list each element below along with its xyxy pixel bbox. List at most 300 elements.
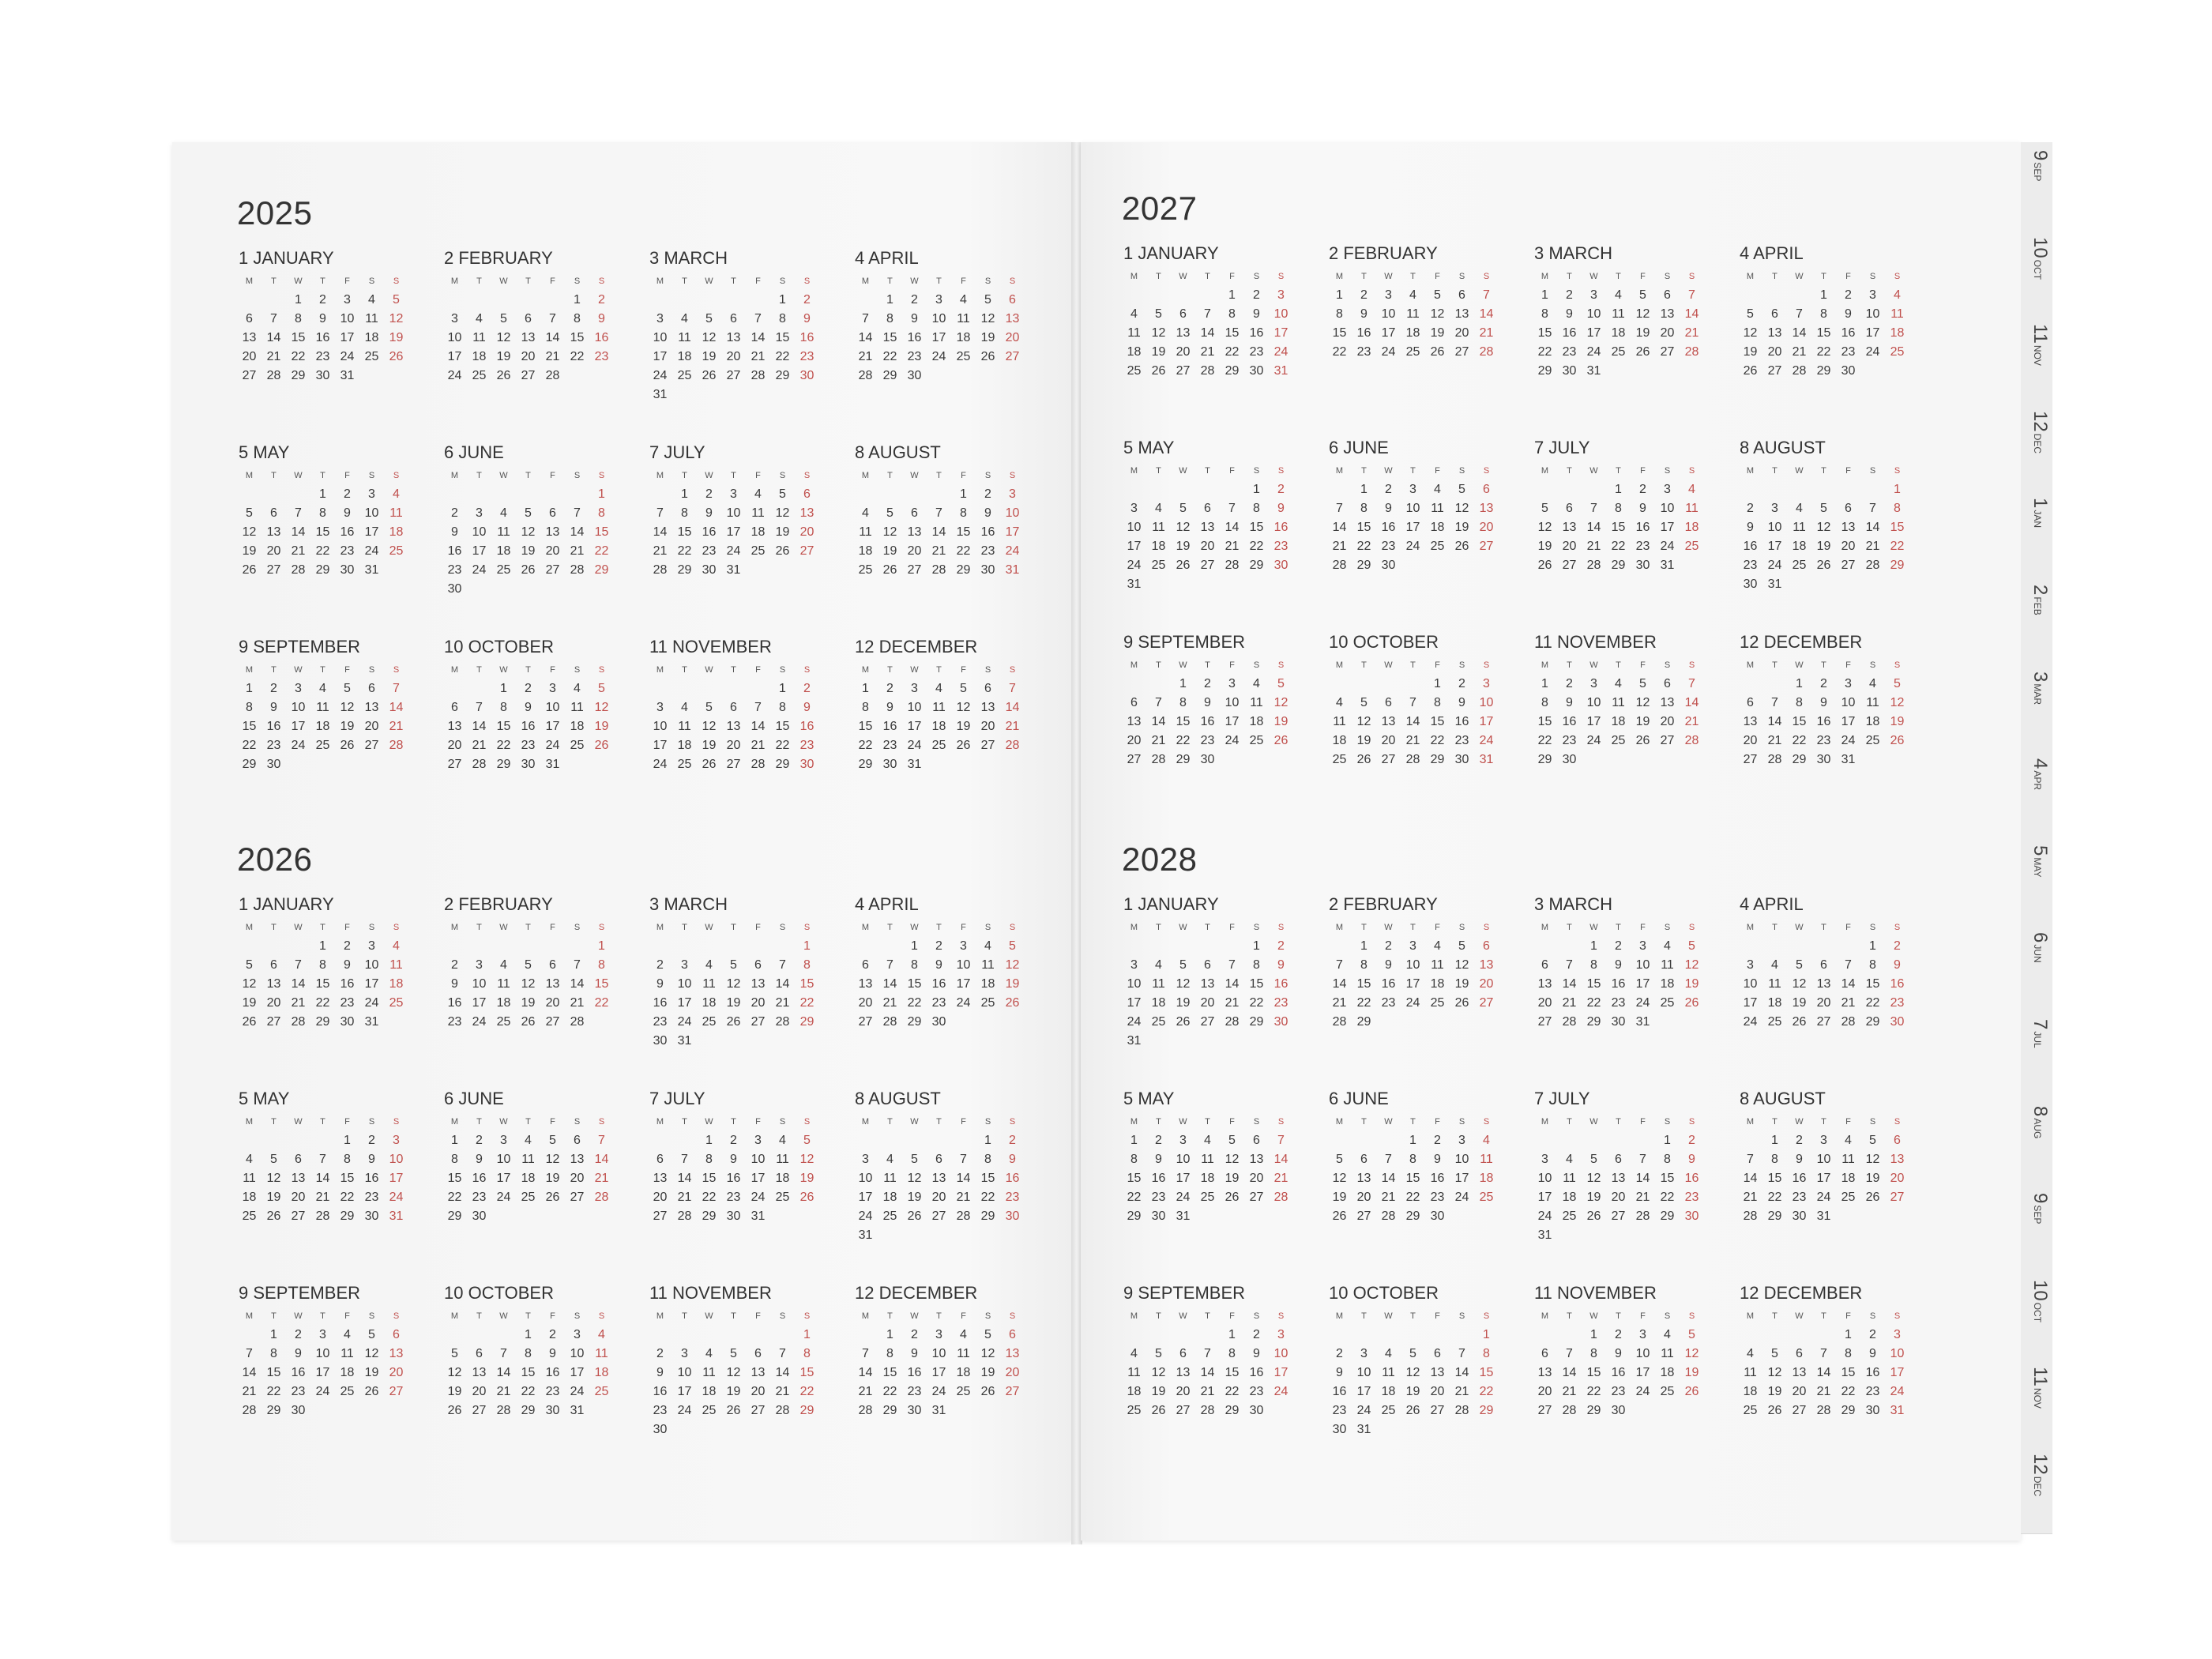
weekday-header: F	[1640, 660, 1646, 670]
day-cell: 17	[291, 720, 306, 733]
empty-cell	[1401, 1326, 1425, 1345]
day-cell: 29	[882, 1404, 897, 1417]
weekday-header: S	[1458, 660, 1465, 670]
weekday-header: M	[1335, 1311, 1344, 1321]
day-grid	[237, 466, 442, 580]
weekday-header: S	[803, 923, 811, 932]
day-cell: 6	[549, 506, 556, 520]
day-cell: 30	[1562, 753, 1577, 766]
month-title: 9 SEPTEMBER	[1123, 632, 1246, 652]
day-cell: 1	[1664, 1134, 1671, 1147]
day-cell: 30	[980, 563, 995, 577]
weekday-header: T	[476, 471, 482, 480]
day-cell: 27	[750, 1015, 766, 1029]
day-cell: 11	[957, 312, 970, 325]
day-cell: 16	[1005, 1172, 1020, 1185]
day-cell: 21	[570, 544, 585, 558]
day-cell: 24	[1841, 734, 1856, 747]
month-tab[interactable]	[2021, 664, 2052, 752]
empty-cell	[237, 1131, 261, 1150]
weekday-header: M	[450, 665, 459, 675]
day-cell: 29	[1224, 1404, 1240, 1417]
month-calendar	[1327, 436, 1533, 630]
day-cell: 27	[1537, 1015, 1552, 1029]
day-cell: 30	[1611, 1404, 1626, 1417]
day-cell: 2	[1434, 1134, 1441, 1147]
month-tab[interactable]	[2021, 403, 2052, 491]
day-cell: 24	[1381, 345, 1396, 359]
day-cell: 21	[266, 350, 281, 363]
day-cell: 15	[775, 331, 790, 344]
day-cell: 23	[907, 350, 922, 363]
empty-cell	[261, 1131, 286, 1150]
day-cell: 20	[570, 1172, 585, 1185]
day-cell: 21	[389, 720, 404, 733]
month-tab[interactable]	[2021, 229, 2052, 318]
day-cell: 19	[1176, 540, 1191, 553]
weekday-header: M	[1540, 1117, 1549, 1127]
day-cell: 19	[1273, 715, 1288, 728]
day-cell: 17	[1127, 540, 1142, 553]
day-cell: 23	[1200, 734, 1215, 747]
day-cell: 26	[521, 1015, 536, 1029]
day-cell: 17	[1635, 977, 1650, 991]
day-cell: 9	[451, 525, 458, 539]
month-calendar	[1122, 242, 1327, 436]
weekday-header: S	[1483, 272, 1490, 281]
day-cell: 25	[1430, 540, 1445, 553]
day-cell: 19	[1151, 345, 1166, 359]
day-cell: 3	[862, 1153, 869, 1166]
day-grid	[1738, 1112, 1943, 1226]
day-cell: 6	[911, 506, 918, 520]
month-tab[interactable]	[2021, 837, 2052, 926]
day-cell: 28	[496, 1404, 511, 1417]
day-cell: 10	[1127, 977, 1142, 991]
day-cell: 25	[1611, 734, 1626, 747]
month-tab[interactable]	[2021, 577, 2052, 665]
day-cell: 17	[364, 977, 379, 991]
day-cell: 19	[726, 996, 741, 1010]
day-cell: 27	[1611, 1209, 1626, 1223]
day-cell: 2	[1820, 677, 1827, 690]
day-cell: 23	[447, 563, 462, 577]
weekday-header: S	[368, 923, 375, 932]
empty-cell	[442, 485, 467, 504]
empty-cell	[1352, 1131, 1376, 1150]
day-cell: 30	[907, 369, 922, 382]
day-cell: 5	[886, 506, 893, 520]
day-cell: 28	[1841, 1015, 1856, 1029]
weekday-header: M	[1746, 466, 1755, 476]
day-cell: 9	[344, 958, 351, 972]
day-cell: 4	[1845, 1134, 1852, 1147]
day-cell: 2	[368, 1134, 375, 1147]
day-cell: 24	[1586, 734, 1601, 747]
day-cell: 7	[1228, 502, 1236, 515]
month-tab-label	[2029, 1019, 2051, 1048]
day-cell: 1	[1409, 1134, 1416, 1147]
month-tab[interactable]	[2021, 1011, 2052, 1100]
weekday-header: T	[1361, 272, 1367, 281]
day-cell: 9	[1336, 1366, 1343, 1379]
weekday-header: S	[984, 665, 991, 675]
day-cell: 3	[368, 939, 375, 953]
day-cell: 24	[931, 350, 946, 363]
day-cell: 25	[1684, 540, 1699, 553]
day-cell: 5	[1590, 1153, 1597, 1166]
day-cell: 31	[340, 369, 355, 382]
day-cell: 17	[750, 1172, 766, 1185]
day-cell: 15	[882, 1366, 897, 1379]
day-cell: 5	[1688, 1328, 1695, 1341]
weekday-header: S	[393, 1117, 400, 1127]
day-cell: 15	[1405, 1172, 1420, 1185]
tab-number: 6	[2030, 932, 2051, 943]
empty-cell	[746, 679, 770, 698]
day-cell: 15	[1537, 715, 1552, 728]
day-cell: 1	[1894, 483, 1901, 496]
day-cell: 30	[1562, 364, 1577, 378]
month-tab[interactable]	[2021, 924, 2052, 1013]
empty-cell	[1146, 937, 1171, 956]
day-cell: 11	[1431, 958, 1444, 972]
day-cell: 27	[545, 1015, 560, 1029]
day-cell: 25	[677, 369, 692, 382]
month-tab[interactable]	[2021, 142, 2052, 231]
day-cell: 15	[521, 1366, 536, 1379]
day-cell: 22	[1356, 996, 1371, 1010]
day-cell: 23	[1890, 996, 1905, 1010]
day-cell: 20	[931, 1191, 946, 1204]
month-tab[interactable]	[2021, 316, 2052, 404]
day-grid	[237, 660, 442, 774]
day-cell: 16	[702, 525, 717, 539]
weekday-header: F	[1640, 466, 1646, 476]
day-cell: 16	[1249, 1366, 1264, 1379]
empty-cell	[853, 1326, 878, 1345]
day-cell: 22	[1537, 345, 1552, 359]
weekday-header: F	[344, 471, 350, 480]
weekday-header: T	[1205, 1311, 1210, 1321]
day-cell: 8	[1130, 1153, 1138, 1166]
month-title: 12 DECEMBER	[1740, 632, 1863, 652]
month-tab[interactable]	[2021, 1359, 2052, 1447]
day-cell: 2	[598, 293, 605, 307]
day-cell: 15	[1249, 521, 1264, 534]
day-cell: 18	[1430, 521, 1445, 534]
day-cell: 6	[1130, 696, 1138, 709]
day-cell: 19	[1537, 540, 1552, 553]
year-title: 2026	[237, 841, 313, 878]
day-cell: 13	[1792, 1366, 1807, 1379]
empty-cell	[1327, 1326, 1352, 1345]
day-cell: 27	[266, 563, 281, 577]
day-cell: 3	[1639, 939, 1646, 953]
month-tab[interactable]	[2021, 1098, 2052, 1187]
day-cell: 25	[1430, 996, 1445, 1010]
weekday-header: T	[476, 276, 482, 286]
day-cell: 19	[266, 1191, 281, 1204]
day-cell: 7	[1155, 696, 1162, 709]
day-cell: 12	[1454, 502, 1469, 515]
day-cell: 18	[1151, 996, 1166, 1010]
day-cell: 9	[1869, 1347, 1876, 1360]
month-calendar	[853, 893, 1059, 1087]
month-title: 8 AUGUST	[1740, 438, 1826, 457]
day-grid	[442, 918, 648, 1032]
day-cell: 13	[1176, 1366, 1191, 1379]
day-cell: 29	[594, 563, 609, 577]
weekday-header: M	[450, 1311, 459, 1321]
day-cell: 9	[1253, 1347, 1260, 1360]
weekday-header: F	[755, 1117, 761, 1127]
empty-cell	[286, 485, 310, 504]
month-title: 5 MAY	[1123, 1089, 1175, 1108]
day-cell: 11	[497, 977, 510, 991]
day-cell: 3	[1771, 502, 1778, 515]
day-cell: 3	[368, 487, 375, 501]
day-grid	[648, 1112, 853, 1226]
day-cell: 17	[1273, 1366, 1288, 1379]
day-cell: 23	[1151, 1191, 1166, 1204]
day-cell: 8	[1336, 307, 1343, 321]
day-cell: 13	[291, 1172, 306, 1185]
day-cell: 2	[1615, 1328, 1622, 1341]
day-grid	[1327, 461, 1533, 575]
day-cell: 26	[1865, 1191, 1880, 1204]
day-cell: 7	[1869, 502, 1876, 515]
weekday-header: T	[1616, 272, 1621, 281]
weekday-header: W	[499, 1117, 508, 1127]
day-cell: 26	[1454, 540, 1469, 553]
day-cell: 3	[1747, 958, 1754, 972]
month-tab[interactable]	[2021, 1185, 2052, 1273]
weekday-header: W	[1179, 923, 1187, 932]
day-cell: 26	[1454, 996, 1469, 1010]
day-cell: 7	[393, 682, 400, 695]
day-cell: 29	[1224, 364, 1240, 378]
month-title: 11 NOVEMBER	[1534, 632, 1657, 652]
weekday-header: S	[1869, 1311, 1876, 1321]
day-cell: 18	[472, 350, 487, 363]
day-cell: 17	[858, 1191, 873, 1204]
day-cell: 17	[1635, 1366, 1650, 1379]
day-cell: 11	[340, 1347, 354, 1360]
day-cell: 2	[1894, 939, 1901, 953]
day-cell: 3	[1409, 939, 1416, 953]
empty-cell	[237, 937, 261, 956]
day-cell: 16	[1743, 540, 1758, 553]
day-cell: 10	[570, 1347, 585, 1360]
day-cell: 4	[1155, 502, 1162, 515]
month-tab[interactable]	[2021, 490, 2052, 578]
month-tab[interactable]	[2021, 1272, 2052, 1360]
day-cell: 1	[1590, 939, 1597, 953]
day-cell: 4	[1688, 483, 1695, 496]
weekday-header: T	[731, 276, 736, 286]
day-cell: 8	[1253, 958, 1260, 972]
weekday-header: F	[1229, 272, 1235, 281]
day-cell: 14	[291, 977, 306, 991]
day-cell: 26	[1151, 1404, 1166, 1417]
weekday-header: F	[1435, 660, 1440, 670]
weekday-header: T	[1567, 923, 1572, 932]
day-cell: 19	[1743, 345, 1758, 359]
weekday-header: S	[393, 471, 400, 480]
day-cell: 18	[1841, 1172, 1856, 1185]
month-title: 4 APRIL	[1740, 243, 1804, 263]
day-cell: 31	[931, 1404, 946, 1417]
month-tab[interactable]	[2021, 1446, 2052, 1534]
weekday-header: M	[1130, 1311, 1138, 1321]
day-cell: 9	[1566, 696, 1573, 709]
day-cell: 2	[935, 939, 942, 953]
day-cell: 13	[1537, 977, 1552, 991]
weekday-header: T	[1410, 660, 1416, 670]
day-cell: 21	[882, 996, 897, 1010]
day-cell: 12	[364, 1347, 379, 1360]
tab-abbr: MAR	[2032, 683, 2043, 705]
day-cell: 29	[1611, 559, 1626, 572]
month-tab-label	[2029, 1106, 2051, 1138]
weekday-header: S	[1894, 466, 1901, 476]
month-calendar	[237, 893, 442, 1087]
day-cell: 9	[984, 506, 991, 520]
day-cell: 26	[496, 369, 511, 382]
day-cell: 12	[1743, 326, 1758, 340]
day-cell: 9	[451, 977, 458, 991]
weekday-header: F	[1229, 660, 1235, 670]
day-cell: 12	[1454, 958, 1469, 972]
day-cell: 9	[476, 1153, 483, 1166]
day-cell: 18	[677, 739, 692, 752]
day-cell: 26	[389, 350, 404, 363]
weekday-header: S	[779, 665, 786, 675]
day-cell: 8	[779, 701, 786, 714]
day-cell: 9	[319, 312, 326, 325]
day-cell: 1	[344, 1134, 351, 1147]
day-cell: 15	[1176, 715, 1191, 728]
day-cell: 30	[799, 758, 814, 771]
day-cell: 26	[980, 1385, 995, 1398]
day-cell: 1	[598, 487, 605, 501]
weekday-header: S	[1869, 272, 1876, 281]
day-cell: 23	[1611, 1385, 1626, 1398]
month-title: 8 AUGUST	[855, 442, 941, 462]
day-cell: 22	[1611, 540, 1626, 553]
day-cell: 30	[1200, 753, 1215, 766]
day-cell: 10	[1224, 696, 1240, 709]
day-cell: 27	[858, 1015, 873, 1029]
day-cell: 26	[1430, 345, 1445, 359]
weekday-header: T	[1772, 1117, 1778, 1127]
day-cell: 24	[1890, 1385, 1905, 1398]
day-cell: 22	[1249, 996, 1264, 1010]
day-cell: 8	[779, 312, 786, 325]
weekday-header: M	[1746, 272, 1755, 281]
month-title: 9 SEPTEMBER	[1123, 1283, 1246, 1303]
day-cell: 24	[750, 1191, 766, 1204]
day-cell: 24	[1816, 1191, 1831, 1204]
day-cell: 18	[750, 525, 766, 539]
day-cell: 21	[1767, 734, 1782, 747]
day-cell: 25	[677, 758, 692, 771]
day-cell: 5	[393, 293, 400, 307]
weekday-header: T	[1772, 1311, 1778, 1321]
weekday-header: S	[1894, 660, 1901, 670]
day-cell: 3	[656, 312, 664, 325]
day-cell: 23	[1273, 540, 1288, 553]
day-cell: 12	[1405, 1366, 1420, 1379]
day-cell: 22	[882, 1385, 897, 1398]
weekday-header: T	[1156, 466, 1161, 476]
weekday-header: S	[368, 471, 375, 480]
day-cell: 26	[545, 1191, 560, 1204]
day-cell: 31	[1005, 563, 1020, 577]
day-grid	[1533, 461, 1738, 575]
day-cell: 8	[319, 958, 326, 972]
day-cell: 9	[1820, 696, 1827, 709]
day-cell: 27	[291, 1209, 306, 1223]
day-cell: 18	[594, 1366, 609, 1379]
weekday-header: S	[1664, 1117, 1671, 1127]
day-cell: 21	[931, 544, 946, 558]
day-cell: 9	[1894, 958, 1901, 972]
day-cell: 24	[340, 350, 355, 363]
day-cell: 27	[750, 1404, 766, 1417]
day-cell: 15	[1479, 1366, 1494, 1379]
day-cell: 9	[1360, 307, 1367, 321]
day-cell: 3	[476, 958, 483, 972]
day-cell: 20	[1381, 734, 1396, 747]
day-cell: 27	[1200, 1015, 1215, 1029]
weekday-header: M	[861, 276, 870, 286]
day-cell: 31	[1127, 1034, 1142, 1048]
day-cell: 20	[1479, 977, 1494, 991]
day-cell: 28	[931, 563, 946, 577]
day-cell: 6	[1483, 483, 1490, 496]
day-cell: 30	[1865, 1404, 1880, 1417]
day-cell: 21	[1479, 326, 1494, 340]
day-cell: 23	[266, 739, 281, 752]
day-cell: 30	[1792, 1209, 1807, 1223]
day-cell: 16	[1381, 977, 1396, 991]
day-cell: 13	[1660, 696, 1675, 709]
day-cell: 16	[315, 331, 330, 344]
month-title: 11 NOVEMBER	[1534, 1283, 1657, 1303]
weekday-header: T	[936, 276, 942, 286]
empty-cell	[1171, 480, 1195, 499]
day-cell: 22	[291, 350, 306, 363]
day-cell: 6	[1664, 288, 1671, 302]
month-tab[interactable]	[2021, 750, 2052, 839]
day-cell: 13	[799, 506, 814, 520]
empty-cell	[672, 1131, 697, 1150]
day-cell: 27	[1005, 350, 1020, 363]
day-cell: 25	[496, 563, 511, 577]
day-cell: 14	[545, 331, 560, 344]
day-cell: 9	[1796, 1153, 1803, 1166]
weekday-header: M	[1540, 272, 1549, 281]
day-cell: 18	[1200, 1172, 1215, 1185]
day-cell: 28	[1224, 559, 1240, 572]
day-cell: 31	[907, 758, 922, 771]
day-cell: 23	[1005, 1191, 1020, 1204]
empty-cell	[927, 1131, 951, 1150]
day-cell: 7	[1336, 958, 1343, 972]
day-cell: 5	[779, 487, 786, 501]
